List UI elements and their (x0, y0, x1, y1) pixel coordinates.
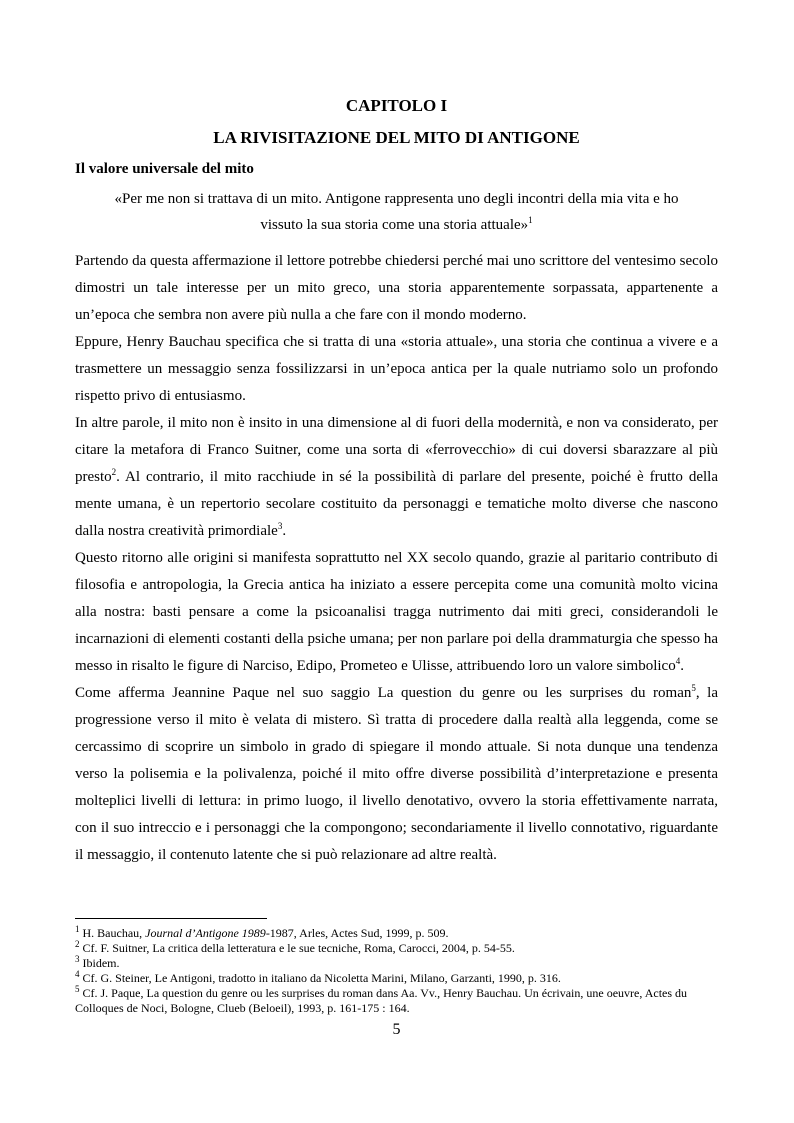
paragraph-2: Eppure, Henry Bauchau specifica che si tratta di una «storia attuale», una storia che continua a vivere e a trasmettere un messaggio senza fossilizzarsi in un’epoca antica per la quale nutriamo solo un profondo rispetto privo di entusiasmo. (75, 334, 718, 404)
footnote-separator (75, 918, 267, 919)
paragraph-5-part-b: , la progressione verso il mito è velata di mistero. Sì tratta di procedere dalla realtà alla leggenda, come se cercassimo di scoprire un simbolo in grado di spiegare il mondo attuale. Si nota dunque una tendenza verso la polisemia e la polivalenza, poiché il mito offre diverse possibilità d’interpretazione e presenta molteplici livelli di lettura: in primo luogo, il livello denotativo, ovvero la storia effettivamente narrata, con il suo intreccio e i personaggi che la compongono; secondariamente il livello connotativo, riguardante il messaggio, il contenuto latente che si può relazionare ad altre realtà. (75, 685, 718, 863)
footnote-5 (75, 986, 718, 1016)
footnote-1-post: -1987, Arles, Actes Sud, 1999, p. 509. (265, 926, 449, 940)
footnote-1 (75, 926, 718, 941)
paragraph-3-part-b: . Al contrario, il mito racchiude in sé la possibilità di parlare del presente, poiché è frutto della mente umana, è un repertorio secolare costituito da personaggi e tematiche molto diverse che nascono dalla nostra creatività primordiale (75, 469, 718, 539)
footnote-3 (75, 956, 718, 971)
epigraph-line-1: «Per me non si trattava di un mito. Antigone rappresenta uno degli incontri della mia vita e ho (114, 191, 679, 207)
footnote-3-text: Ibidem. (79, 956, 120, 970)
paragraph-3-part-a: In altre parole, il mito non è insito in una dimensione al di fuori della modernità, e non va considerato, per citare la metafora di Franco Suitner, come una sorta di «ferrovecchio» di cui doversi sbarazzare al più presto (75, 415, 718, 485)
footnote-1-title: Journal d’Antigone 1989 (145, 926, 266, 940)
paragraph-4-part-a: Questo ritorno alle origini si manifesta soprattutto nel XX secolo quando, grazie al paritario contributo di filosofia e antropologia, la Grecia antica ha iniziato a essere percepita come una comunità molto vicina alla nostra: basti pensare a come la psicoanalisi tragga nutrimento dai miti greci, considerandoli le incarnazioni di elementi costanti della psiche umana; per non parlare poi della drammaturgia che spesso ha messo in risalto le figure di Narciso, Edipo, Prometeo e Ulisse, attribuendo loro un valore simbolico (75, 550, 718, 674)
paragraph-4-part-b: . (680, 658, 684, 674)
footnote-ref-2: 2 (111, 467, 117, 477)
footnote-4-number: 4 (75, 969, 80, 979)
paragraph-5-part-a: Come afferma Jeannine Paque nel suo saggio La question du genre ou les surprises du roman (75, 685, 692, 701)
footnote-2-number: 2 (75, 939, 80, 949)
paragraph-3 (75, 410, 718, 545)
footnote-4 (75, 971, 718, 986)
chapter-label: CAPITOLO I (345, 96, 448, 115)
section-title: Il valore universale del mito (75, 161, 254, 177)
footnote-1-pre: H. Bauchau, (79, 926, 146, 940)
footnote-ref-5: 5 (691, 683, 696, 693)
footnotes (75, 926, 718, 1016)
epigraph-line-2-text: vissuto la sua storia come una storia attuale» (260, 217, 529, 233)
footnote-1-number: 1 (75, 924, 80, 934)
footnote-2 (75, 941, 718, 956)
body-text (75, 248, 718, 869)
page-number: 5 (392, 1021, 401, 1038)
paragraph-1: Partendo da questa affermazione il lettore potrebbe chiedersi perché mai uno scrittore del ventesimo secolo dimostri un tale interesse per un mito greco, una storia apparentemente sorpassata, appartenente a un’epoca che sembra non avere più nulla a che fare con il mondo moderno. (75, 253, 718, 323)
paragraph-4 (75, 545, 718, 680)
footnote-4-text: Cf. G. Steiner, Le Antigoni, tradotto in italiano da Nicoletta Marini, Milano, Garzanti, 1990, p. 316. (79, 971, 561, 985)
footnote-3-number: 3 (75, 954, 80, 964)
paragraph-5 (75, 680, 718, 869)
epigraph-line-2 (75, 212, 718, 238)
footnote-ref-1: 1 (528, 215, 533, 225)
footnote-2-text: Cf. F. Suitner, La critica della letteratura e le sue tecniche, Roma, Carocci, 2004, p. 54-55. (79, 941, 515, 955)
footnote-5-text: Cf. J. Paque, La question du genre ou les surprises du roman dans Aa. Vv., Henry Bauchau. Un écrivain, une oeuvre, Actes du Colloques de Noci, Bologne, Clueb (Beloeil), 1993, p. 161-175 : 164. (75, 986, 688, 1015)
epigraph-quote (75, 186, 718, 238)
footnote-ref-3: 3 (277, 521, 283, 531)
chapter-title: LA RIVISITAZIONE DEL MITO DI ANTIGONE (213, 128, 580, 147)
footnote-5-number: 5 (75, 984, 80, 994)
footnote-ref-4: 4 (675, 656, 681, 666)
paragraph-3-part-c: . (282, 523, 287, 539)
